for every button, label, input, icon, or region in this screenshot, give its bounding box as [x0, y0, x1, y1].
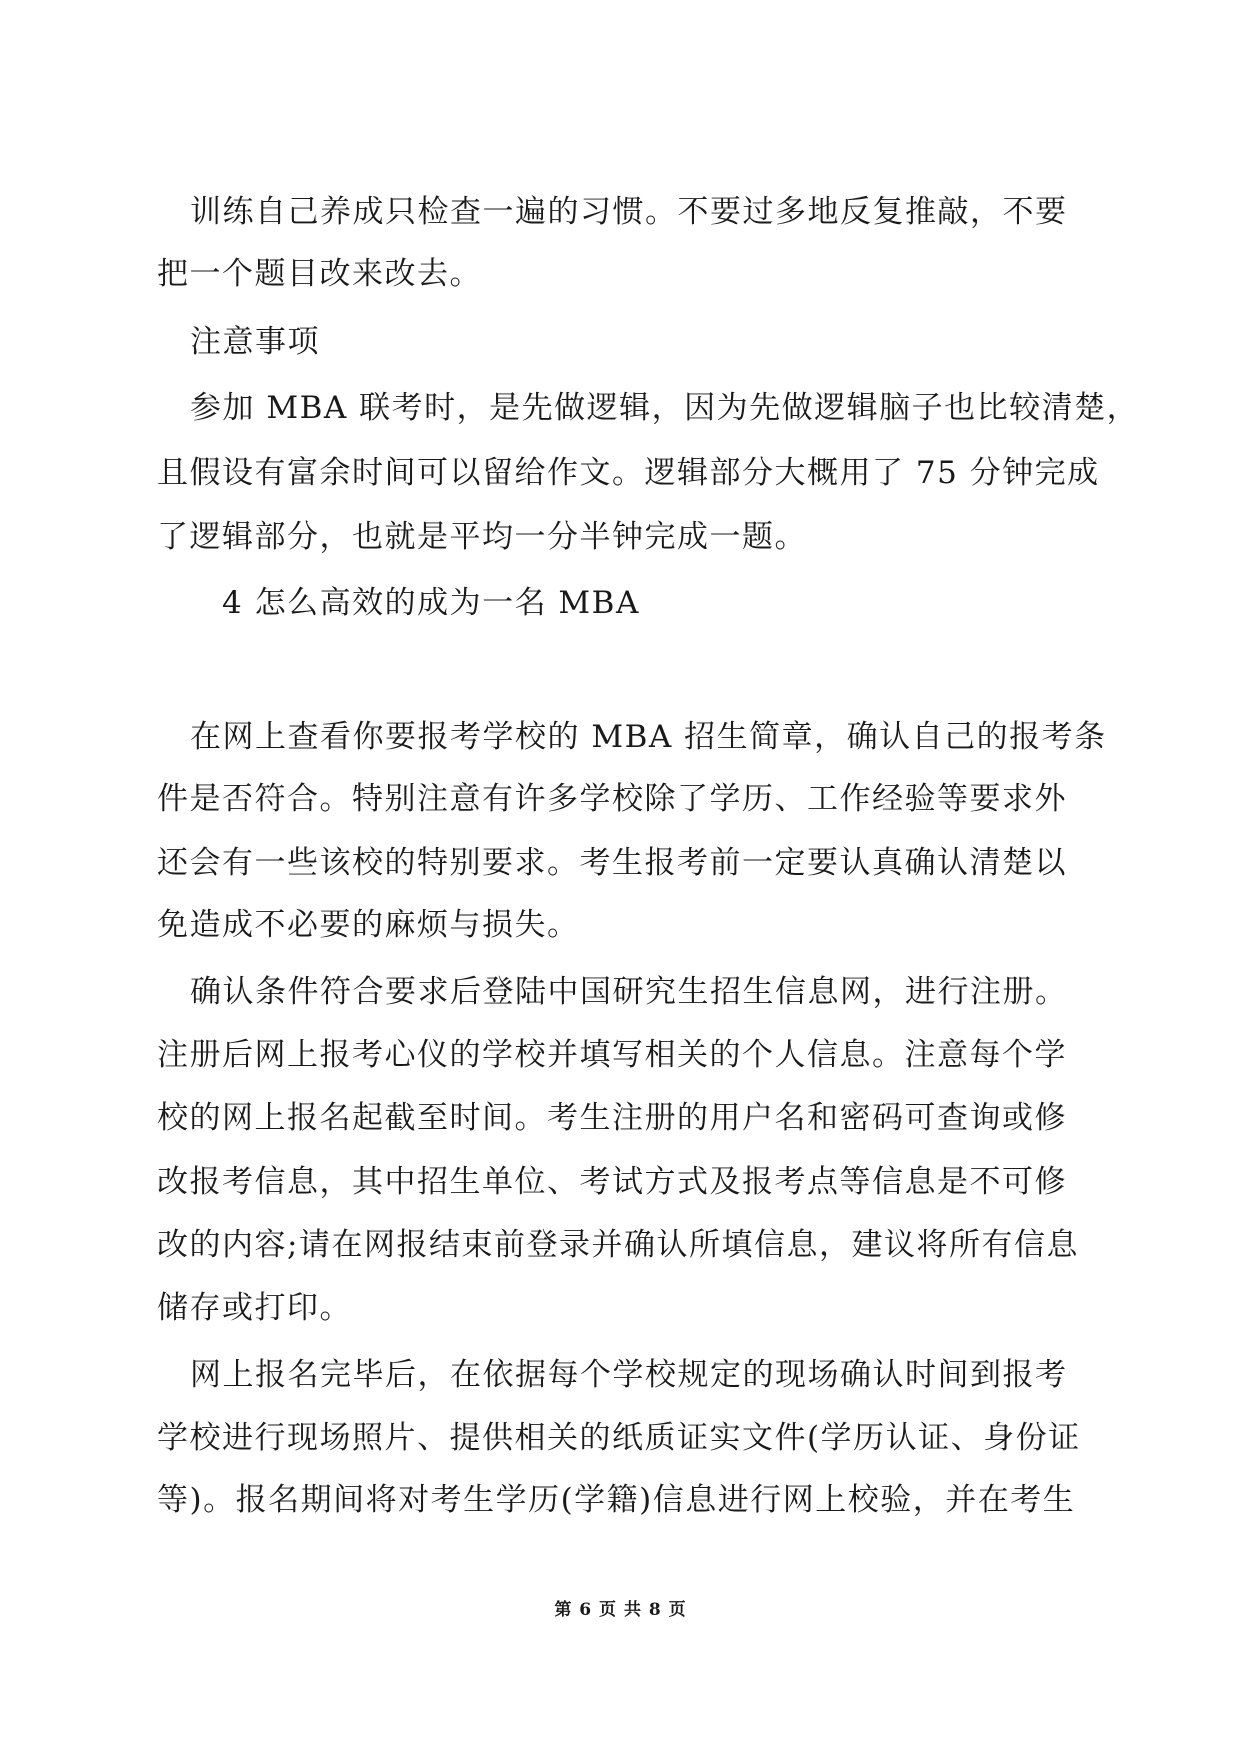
paragraph-line: 参加 MBA 联考时，是先做逻辑，因为先做逻辑脑子也比较清楚， [190, 390, 1140, 426]
paragraph-line: 注册后网上报考心仪的学校并填写相关的个人信息。注意每个学 [157, 1037, 1067, 1073]
section-label: 注意事项 [190, 324, 320, 360]
paragraph-line: 储存或打印。 [157, 1290, 352, 1326]
paragraph-line: 确认条件符合要求后登陆中国研究生招生信息网，进行注册。 [190, 974, 1068, 1010]
paragraph-line: 学校进行现场照片、提供相关的纸质证实文件(学历认证、身份证 [157, 1420, 1081, 1456]
paragraph-line: 改的内容;请在网报结束前登录并确认所填信息，建议将所有信息 [157, 1227, 1079, 1263]
paragraph-line: 校的网上报名起截至时间。考生注册的用户名和密码可查询或修 [157, 1100, 1067, 1136]
paragraph-line: 改报考信息，其中招生单位、考试方式及报考点等信息是不可修 [157, 1164, 1067, 1200]
paragraph-line: 且假设有富余时间可以留给作文。逻辑部分大概用了 75 分钟完成 [157, 455, 1100, 491]
section-heading: 4 怎么高效的成为一名 MBA [222, 585, 640, 621]
paragraph-line: 免造成不必要的麻烦与损失。 [157, 907, 580, 943]
paragraph-line: 在网上查看你要报考学校的 MBA 招生简章，确认自己的报考条 [190, 719, 1107, 755]
paragraph-line: 了逻辑部分，也就是平均一分半钟完成一题。 [157, 519, 807, 555]
page-number-footer: 第 6 页 共 8 页 [554, 1600, 687, 1620]
paragraph-line: 还会有一些该校的特别要求。考生报考前一定要认真确认清楚以 [157, 845, 1067, 881]
paragraph-line: 训练自己养成只检查一遍的习惯。不要过多地反复推敲，不要 [190, 194, 1068, 230]
paragraph-line: 等)。报名期间将对考生学历(学籍)信息进行网上校验，并在考生 [157, 1482, 1076, 1518]
paragraph-line: 件是否符合。特别注意有许多学校除了学历、工作经验等要求外 [157, 781, 1067, 817]
paragraph-line: 网上报名完毕后，在依据每个学校规定的现场确认时间到报考 [190, 1357, 1068, 1393]
paragraph-line: 把一个题目改来改去。 [157, 256, 482, 292]
